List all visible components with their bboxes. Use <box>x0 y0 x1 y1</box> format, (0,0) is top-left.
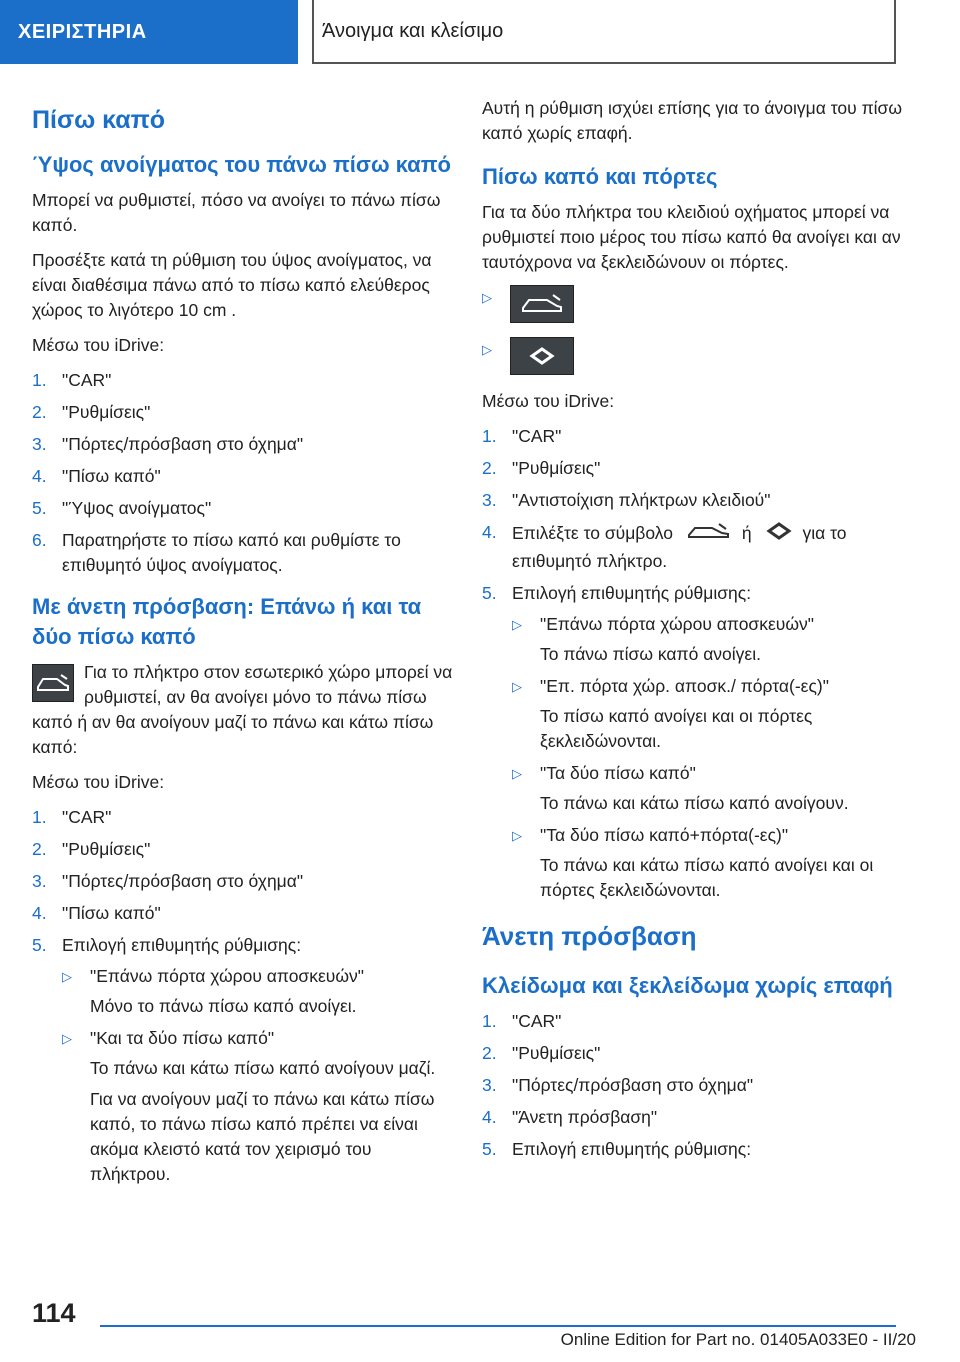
footer-edition: Online Edition for Part no. 01405A033E0 - II/20 <box>560 1330 916 1349</box>
page-number: 114 <box>32 1298 76 1328</box>
paragraph-via-idrive: Μέσω του iDrive: <box>32 772 165 792</box>
list-item: 1. "CAR" <box>482 426 562 446</box>
option-item: ▷ "Επ. πόρτα χώρ. αποσκ./ πόρτα(-ες)" Το πίσω καπό ανοίγει και οι πόρτες ξεκλειδώνονται. <box>512 676 829 751</box>
list-item: 6. Παρατηρήστε το πίσω καπό και ρυθμίστε το επιθυμητό ύψος ανοίγματος. <box>32 530 401 575</box>
list-item: 5. "Ύψος ανοίγματος" <box>32 498 212 518</box>
car-tailgate-icon <box>32 664 74 702</box>
list-item: 5. Επιλογή επιθυμητής ρύθμισης: <box>482 1139 752 1159</box>
heading-hatch-and-doors: Πίσω καπό και πόρτες <box>482 164 718 189</box>
list-item: 5. Επιλογή επιθυμητής ρύθμισης: ▷ "Επάνω πόρτα χώρου αποσκευών" Μόνο το πάνω πίσω καπό ανοίγει. ▷ "Και τα δύο πίσω καπό" Το πάνω και κάτω πίσω καπό ανοίγουν μαζί. Για να ανοίγουν μαζί το πάνω και κάτω πίσω καπό, το πάνω πίσω καπό πρέπει να είναι ακόμα κλειστό κατά τον χειρισμό του πλήκτρου. <box>32 933 454 1187</box>
footer-divider <box>100 1325 896 1327</box>
option-item: ▷ "Επάνω πόρτα χώρου αποσκευών" Το πάνω πίσω καπό ανοίγει. <box>512 614 814 664</box>
section-header <box>312 0 896 64</box>
list-item: 2. "Ρυθμίσεις" <box>482 1043 601 1063</box>
option-item: ▷ "Τα δύο πίσω καπό+πόρτα(-ες)" Το πάνω και κάτω πίσω καπό ανοίγει και οι πόρτες ξεκλειδώνονται. <box>512 825 874 900</box>
diamond-button-icon <box>764 521 794 548</box>
chapter-tab <box>0 0 298 64</box>
paragraph: Αυτή η ρύθμιση ισχύει επίσης για το άνοιγμα του πίσω καπό χωρίς επαφή. <box>482 98 902 143</box>
paragraph: Για τα δύο πλήκτρα του κλειδιού οχήματος μπορεί να ρυθμιστεί ποιο μέρος του πίσω καπό θα ανοίγει και αν ταυτόχρονα να ξεκλειδώνουν οι πόρτες. <box>482 202 901 272</box>
left-column <box>32 96 454 1201</box>
diamond-button-icon <box>510 337 574 375</box>
steps-list <box>32 368 454 578</box>
heading-comfort-access-big: Άνετη πρόσβαση <box>482 921 697 951</box>
list-item: 3. "Αντιστοίχιση πλήκτρων κλειδιού" <box>482 490 771 510</box>
list-item: 3. "Πόρτες/πρόσβαση στο όχημα" <box>482 1075 754 1095</box>
list-item: 4. "Πίσω καπό" <box>32 903 161 923</box>
heading-comfort-access: Με άνετη πρόσβαση: Επάνω ή και τα δύο πίσω καπό <box>32 594 422 649</box>
key-button-option: ▷ <box>482 285 902 323</box>
option-item: ▷ "Επάνω πόρτα χώρου αποσκευών" Μόνο το πάνω πίσω καπό ανοίγει. <box>62 966 364 1016</box>
list-item: 1. "CAR" <box>482 1011 562 1031</box>
paragraph-via-idrive: Μέσω του iDrive: <box>482 391 615 411</box>
key-button-option: ▷ <box>482 337 902 375</box>
section-title: Άνοιγμα και κλείσιμο <box>322 19 504 42</box>
options-list <box>512 612 902 903</box>
list-item: 1. "CAR" <box>32 370 112 390</box>
option-item: ▷ "Τα δύο πίσω καπό" Το πάνω και κάτω πίσω καπό ανοίγουν. <box>512 763 849 813</box>
steps-list <box>482 1009 902 1162</box>
paragraph-with-icon: Για το πλήκτρο στον εσωτερικό χώρο μπορεί να ρυθμιστεί, αν θα ανοίγει μόνο το πάνω πίσω καπό ή αν θα ανοίγουν μαζί το πάνω και κάτω πίσω καπό: <box>32 662 453 757</box>
list-item: 2. "Ρυθμίσεις" <box>32 839 151 859</box>
list-item: 4. "Άνετη πρόσβαση" <box>482 1107 658 1127</box>
steps-list <box>482 424 902 903</box>
list-item: 3. "Πόρτες/πρόσβαση στο όχημα" <box>32 871 304 891</box>
paragraph: Μπορεί να ρυθμιστεί, πόσο να ανοίγει το πάνω πίσω καπό. <box>32 190 441 235</box>
paragraph-via-idrive: Μέσω του iDrive: <box>32 335 165 355</box>
list-item: 2. "Ρυθμίσεις" <box>32 402 151 422</box>
list-item: 4. "Πίσω καπό" <box>32 466 161 486</box>
right-column <box>482 96 902 1176</box>
car-tailgate-icon <box>686 520 734 549</box>
heading-opening-height: Ύψος ανοίγματος του πάνω πίσω καπό <box>32 152 451 177</box>
heading-keyless-lock: Κλείδωμα και ξεκλείδωμα χωρίς επαφή <box>482 973 893 998</box>
chapter-title: ΧΕΙΡΙΣΤΗΡΙΑ <box>18 20 147 43</box>
heading-rear-hatch: Πίσω καπό <box>32 106 166 134</box>
option-item: ▷ "Και τα δύο πίσω καπό" Το πάνω και κάτω πίσω καπό ανοίγουν μαζί. Για να ανοίγουν μαζί το πάνω και κάτω πίσω καπό, το πάνω πίσω καπό πρέπει να είναι ακόμα κλειστό κατά τον χειρισμό του πλήκτρου. <box>62 1028 436 1184</box>
paragraph: Προσέξτε κατά τη ρύθμιση του ύψος ανοίγματος, να είναι διαθέσιμα πάνω από το πίσω καπό ελεύθερος χώρος το λιγότερο 10 cm . <box>32 250 432 320</box>
list-item: 3. "Πόρτες/πρόσβαση στο όχημα" <box>32 434 304 454</box>
options-list <box>62 964 454 1187</box>
list-item: 2. "Ρυθμίσεις" <box>482 458 601 478</box>
list-item: 4. Επιλέξτε το σύμβολο ή για το επιθυμητό πλήκτρο. <box>482 522 847 571</box>
car-tailgate-icon <box>510 285 574 323</box>
steps-list <box>32 805 454 1187</box>
list-item: 1. "CAR" <box>32 807 112 827</box>
list-item: 5. Επιλογή επιθυμητής ρύθμισης: ▷ "Επάνω πόρτα χώρου αποσκευών" Το πάνω πίσω καπό ανοίγει. ▷ "Επ. πόρτα χώρ. αποσκ./ πόρτα(-ες)" Το πίσω καπό ανοίγει και οι πόρτες ξεκλειδώνονται. ▷ "Τα δύο πίσω καπό" Το πάνω και κάτω πίσω καπό ανοίγουν. ▷ "Τα δύο πίσω καπό+πόρτα(-ες)" Το πάνω και κάτω πίσω καπό ανοίγει και οι πόρτες ξεκλειδώνονται. <box>482 581 902 903</box>
